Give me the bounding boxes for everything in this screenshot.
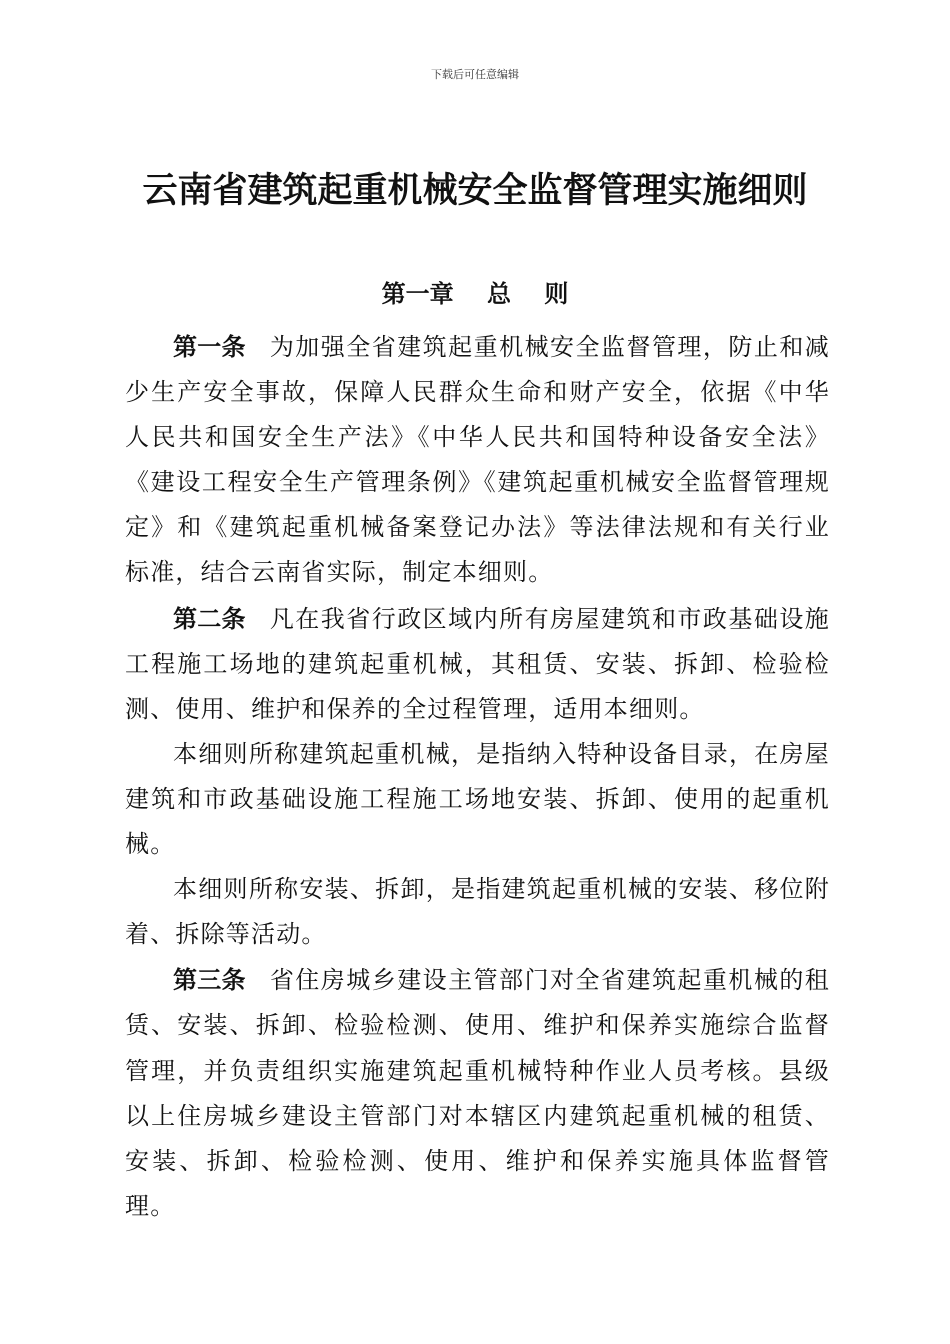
definition-paragraph — [125, 732, 830, 867]
article-2-paragraph — [125, 596, 830, 732]
article-label: 第一条 — [173, 332, 246, 361]
definition-paragraph — [125, 867, 830, 957]
document-title: 云南省建筑起重机械安全监督管理实施细则 — [142, 170, 808, 211]
document-body — [125, 324, 830, 1229]
article-label: 第二条 — [173, 603, 246, 633]
article-1-paragraph — [125, 324, 830, 596]
article-label: 第三条 — [173, 965, 246, 995]
header-note: 下载后可任意编辑 — [431, 68, 519, 81]
chapter-heading: 第一章 总 则 — [381, 279, 569, 308]
article-text: 省住房城乡建设主管部门对全省建筑起重机械的租赁、安装、拆卸、检验检测、使用、维护和保养实施综合监督管理，并负责组织实施建筑起重机械特种作业人员考核。县级以上住房城乡建设主管部门对本辖区内建筑起重机械的租赁、安装、拆卸、检验检测、使用、维护和保养实施具体监督管理。 — [125, 966, 830, 1220]
paragraph-text: 本细则所称建筑起重机械，是指纳入特种设备目录，在房屋建筑和市政基础设施工程施工场地安装、拆卸、使用的起重机械。 — [125, 739, 830, 859]
article-text: 凡在我省行政区域内所有房屋建筑和市政基础设施工程施工场地的建筑起重机械，其租赁、安装、拆卸、检验检测、使用、维护和保养的全过程管理，适用本细则。 — [125, 604, 830, 723]
article-text: 为加强全省建筑起重机械安全监督管理，防止和减少生产安全事故，保障人民群众生命和财产安全，依据《中华人民共和国安全生产法》《中华人民共和国特种设备安全法》《建设工程安全生产管理条例》《建筑起重机械安全监督管理规定》和《建筑起重机械备案登记办法》等法律法规和有关行业标准，结合云南省实际，制定本细则。 — [125, 333, 830, 587]
paragraph-text: 本细则所称安装、拆卸，是指建筑起重机械的安装、移位附着、拆除等活动。 — [125, 875, 830, 949]
article-3-paragraph — [125, 957, 830, 1229]
